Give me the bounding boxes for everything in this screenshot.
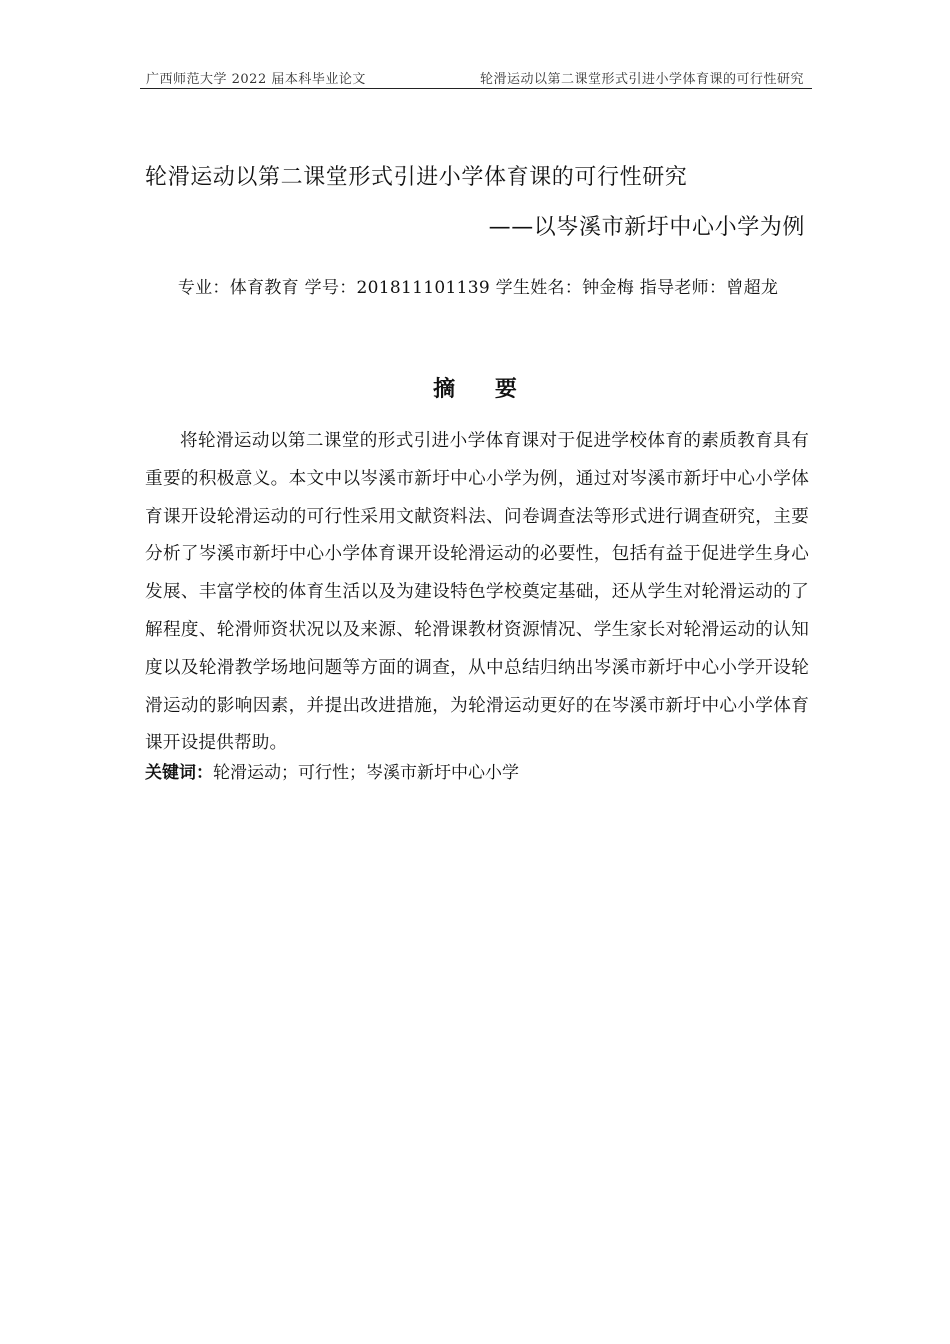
- abstract-body: 将轮滑运动以第二课堂的形式引进小学体育课对于促进学校体育的素质教育具有重要的积极意义。本文中以岑溪市新圩中心小学为例，通过对岑溪市新圩中心小学体育课开设轮滑运动的可行性采用文献资料法、问卷调查法等形式进行调查研究，主要分析了岑溪市新圩中心小学体育课开设轮滑运动的必要性，包括有益于促进学生身心发展、丰富学校的体育生活以及为建设特色学校奠定基础，还从学生对轮滑运动的了解程度、轮滑师资状况以及来源、轮滑课教材资源情况、学生家长对轮滑运动的认知度以及轮滑教学场地问题等方面的调查，从中总结归纳出岑溪市新圩中心小学开设轮滑运动的影响因素，并提出改进措施，为轮滑运动更好的在岑溪市新圩中心小学体育课开设提供帮助。: [145, 431, 809, 754]
- student-name: 学生姓名：钟金梅: [495, 278, 635, 298]
- header-university: 广西师范大学 2022 届本科毕业论文: [146, 72, 366, 87]
- keywords-text: 轮滑运动；可行性；岑溪市新圩中心小学: [213, 763, 519, 783]
- keywords: [145, 758, 519, 788]
- keywords-label: 关键词：: [145, 763, 213, 783]
- header-paper-title: 轮滑运动以第二课堂形式引进小学体育课的可行性研究: [479, 72, 804, 87]
- running-header: [140, 66, 812, 89]
- abstract-heading: 摘 要: [433, 377, 533, 402]
- author-info: [148, 276, 808, 300]
- student-id: 学号：201811101139: [304, 278, 490, 298]
- advisor: 指导老师：曾超龙: [639, 278, 779, 298]
- major: 专业：体育教育: [177, 278, 299, 298]
- paper-title: 轮滑运动以第二课堂形式引进小学体育课的可行性研究: [145, 165, 688, 190]
- paper-subtitle: ——以岑溪市新圩中心小学为例: [488, 215, 805, 240]
